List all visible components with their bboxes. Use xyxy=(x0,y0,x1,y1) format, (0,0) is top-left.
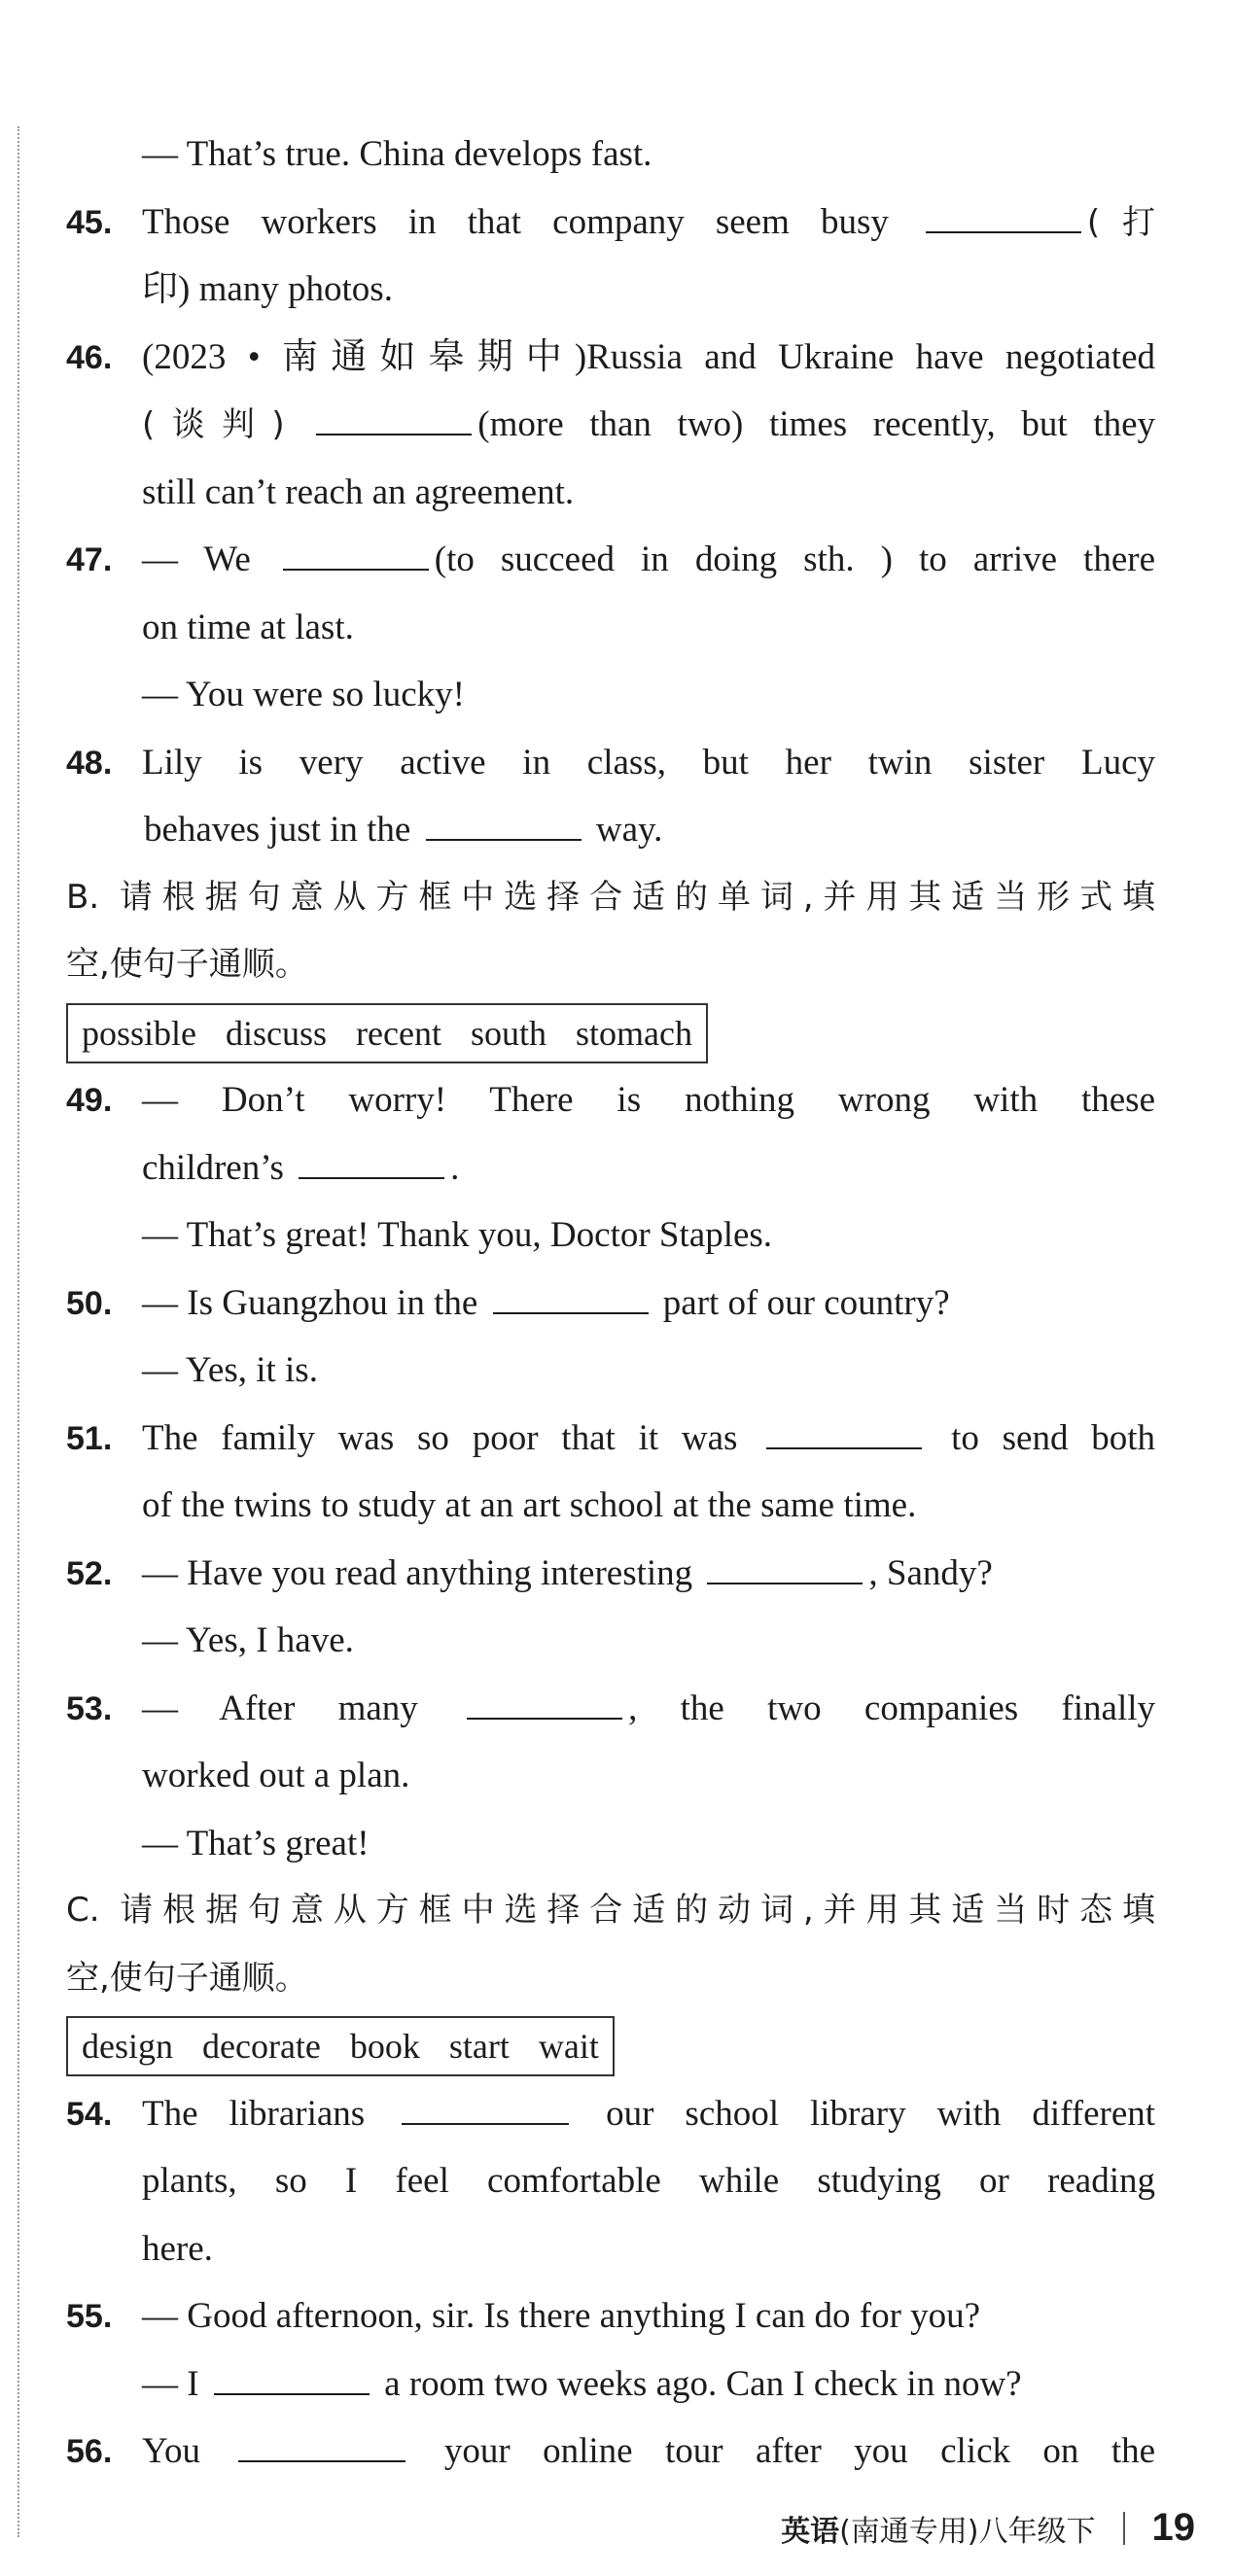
question-49: 49. — Don’t worry! There is nothing wrong with these xyxy=(66,1066,1155,1134)
footer-edition: (南通专用)八年级下 xyxy=(839,2514,1096,2549)
section-c-instruction-cont: 空,使句子通顺。 xyxy=(66,1958,308,1998)
question-48-cont: behaves just in the way. xyxy=(144,810,663,850)
question-47-reply: — You were so lucky! xyxy=(142,675,465,714)
word-option: discuss xyxy=(226,1013,328,1053)
question-47: 47. — We (to succeed in doing sth. ) to arrive there xyxy=(66,526,1155,594)
word-option: book xyxy=(349,2027,420,2066)
question-54-cont: plants, so I feel comfortable while studying or reading xyxy=(142,2161,1155,2201)
word-box-row xyxy=(66,999,1155,1067)
word-box-b xyxy=(66,1003,708,1063)
answer-blank[interactable] xyxy=(402,2094,569,2125)
footer-subject: 英语 xyxy=(781,2514,840,2549)
question-number: 51. xyxy=(66,1419,113,1457)
answer-blank[interactable] xyxy=(299,1148,444,1179)
question-54-cont2: here. xyxy=(142,2228,213,2269)
exercise-content xyxy=(66,121,1155,2486)
section-b-instruction: B. 请根据句意从方框中选择合适的单词,并用其适当形式填 xyxy=(66,877,1155,917)
question-number: 45. xyxy=(66,203,113,241)
question-45: 45. Those workers in that company seem busy (打 xyxy=(66,189,1155,257)
section-b-instruction-cont: 空,使句子通顺。 xyxy=(66,945,308,984)
word-option: south xyxy=(470,1013,546,1053)
answer-blank[interactable] xyxy=(467,1688,622,1720)
word-option: wait xyxy=(538,2027,599,2066)
question-48: 48. Lily is very active in class, but her twin sister Lucy xyxy=(66,729,1155,797)
answer-blank[interactable] xyxy=(214,2364,370,2395)
word-option: decorate xyxy=(202,2027,321,2066)
word-box-c xyxy=(66,2016,615,2076)
binding-margin-line xyxy=(18,126,19,2537)
answer-blank[interactable] xyxy=(283,540,429,571)
question-49-cont: children’s . xyxy=(142,1147,460,1188)
question-46: 46. (2023 • 南通如皋期中)Russia and Ukraine have negotiated xyxy=(66,324,1155,392)
page-footer xyxy=(781,2506,1195,2550)
word-box-row xyxy=(66,2012,1155,2080)
word-option: stomach xyxy=(575,1013,692,1053)
question-number: 56. xyxy=(66,2433,113,2470)
question-number: 47. xyxy=(66,541,113,578)
word-option: possible xyxy=(82,1013,197,1053)
question-56: 56. You your online tour after you click on the xyxy=(66,2418,1155,2486)
answer-blank[interactable] xyxy=(766,1418,922,1449)
answer-blank[interactable] xyxy=(493,1283,649,1314)
question-53: 53. — After many , the two companies finally xyxy=(66,1675,1155,1743)
question-55-reply: — I a room two weeks ago. Can I check in now? xyxy=(142,2363,1022,2404)
question-52-reply: — Yes, I have. xyxy=(142,1620,354,1660)
question-number: 50. xyxy=(66,1284,113,1322)
question-number: 54. xyxy=(66,2095,113,2133)
question-number: 49. xyxy=(66,1082,113,1119)
question-49-reply: — That’s great! Thank you, Doctor Staples. xyxy=(142,1215,773,1255)
question-53-cont: worked out a plan. xyxy=(142,1756,410,1795)
question-54: 54. The librarians our school library with different xyxy=(66,2080,1155,2148)
question-number: 48. xyxy=(66,744,113,782)
answer-blank[interactable] xyxy=(316,404,472,435)
question-47-cont: on time at last. xyxy=(142,607,354,647)
question-55: 55. — Good afternoon, sir. Is there anything I can do for you? xyxy=(66,2282,1155,2350)
word-option: recent xyxy=(356,1013,441,1053)
page-number: 19 xyxy=(1151,2506,1195,2549)
question-50: 50. — Is Guangzhou in the part of our country? xyxy=(66,1270,1155,1338)
word-option: design xyxy=(82,2027,173,2066)
question-number: 46. xyxy=(66,338,113,376)
question-number: 52. xyxy=(66,1554,113,1592)
question-46-cont2: still can’t reach an agreement. xyxy=(142,471,575,512)
answer-blank[interactable] xyxy=(707,1553,863,1584)
answer-blank[interactable] xyxy=(426,810,582,841)
answer-blank[interactable] xyxy=(238,2431,405,2462)
footer-divider xyxy=(1123,2512,1125,2545)
question-51-cont: of the twins to study at an art school at the same time. xyxy=(142,1485,917,1525)
question-50-reply: — Yes, it is. xyxy=(142,1350,318,1390)
word-option: start xyxy=(448,2027,510,2066)
question-53-reply: — That’s great! xyxy=(142,1823,370,1863)
question-52: 52. — Have you read anything interesting , Sandy? xyxy=(66,1540,1155,1608)
question-number: 53. xyxy=(66,1689,113,1727)
question-number: 55. xyxy=(66,2298,113,2335)
section-c-instruction: C. 请根据句意从方框中选择合适的动词,并用其适当时态填 xyxy=(66,1891,1155,1930)
question-51: 51. The family was so poor that it was to send both xyxy=(66,1405,1155,1473)
dialog-line: — That’s true. China develops fast. xyxy=(142,134,652,174)
answer-blank[interactable] xyxy=(926,202,1081,233)
question-45-cont: 印) many photos. xyxy=(142,269,393,309)
question-46-cont: (谈判) (more than two) times recently, but they xyxy=(142,404,1155,444)
